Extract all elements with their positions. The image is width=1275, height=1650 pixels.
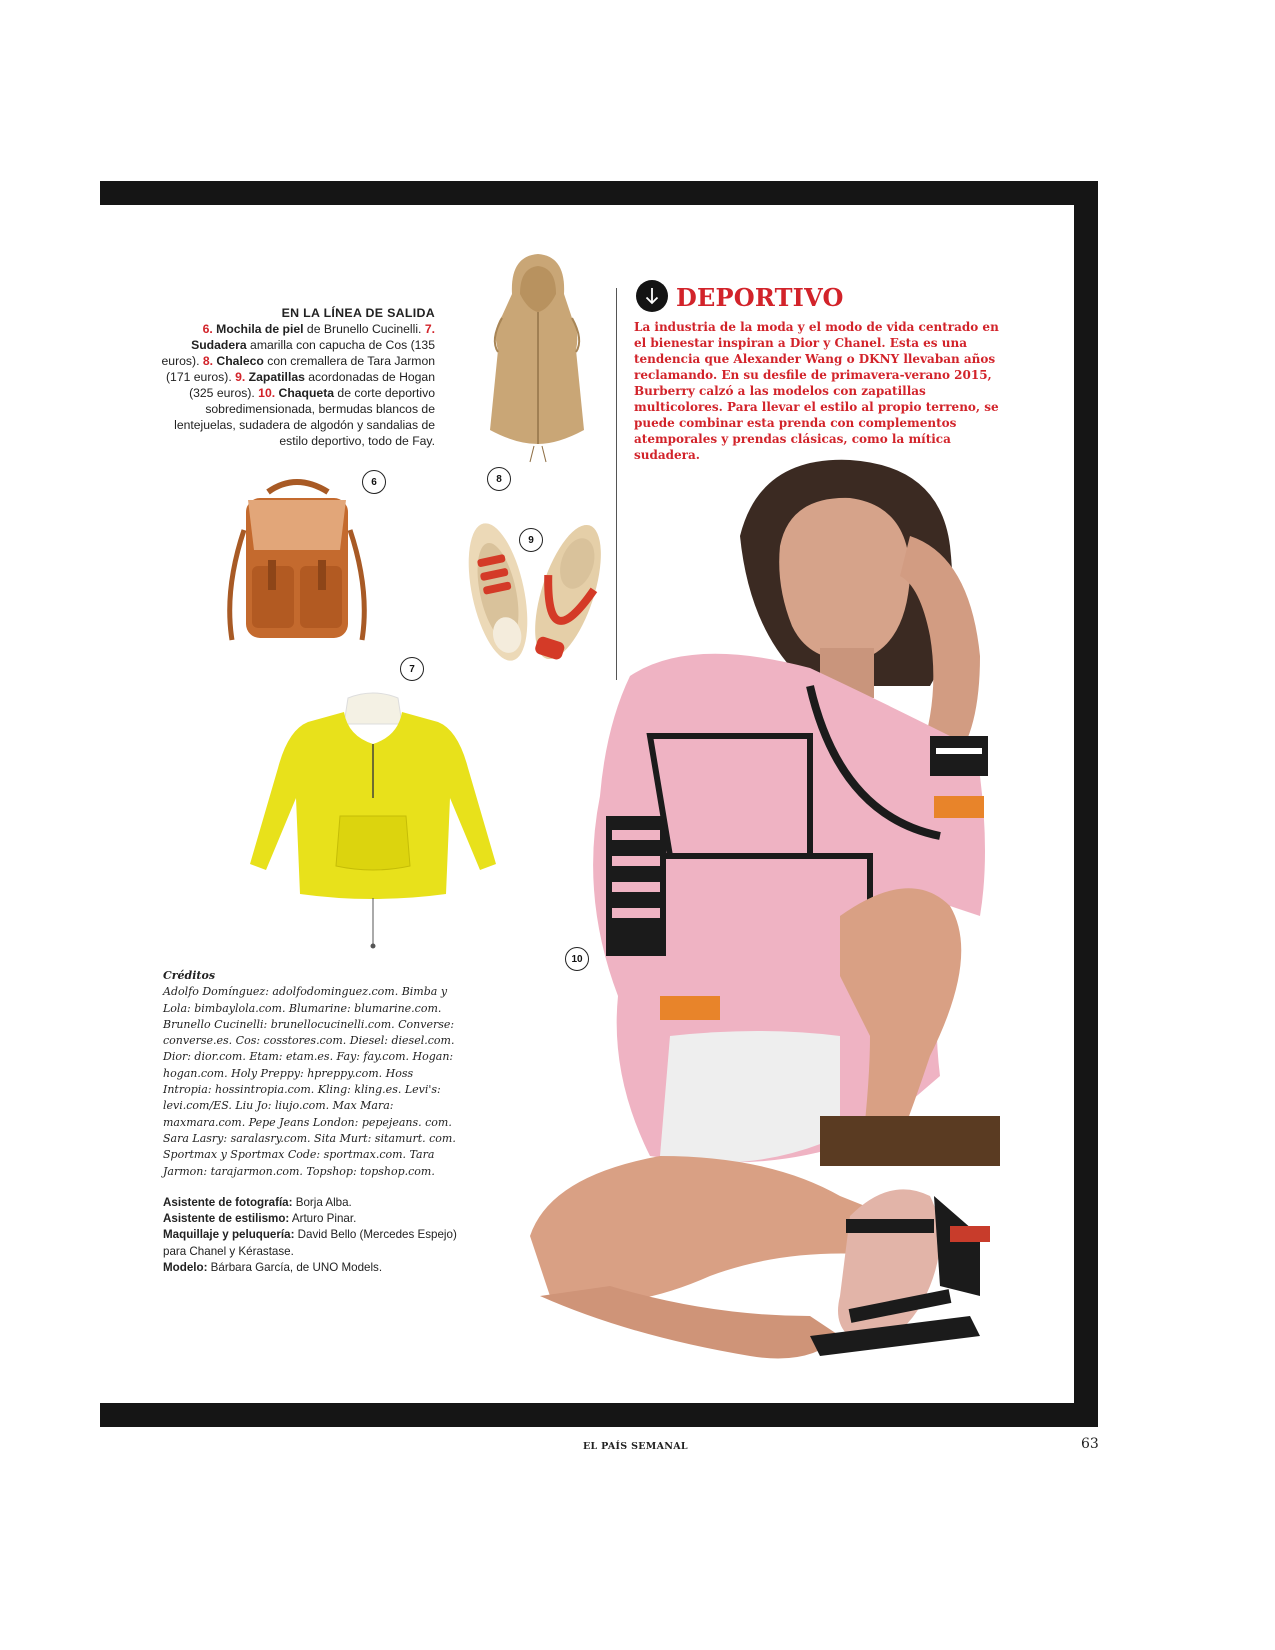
- staff-line: [163, 1227, 463, 1259]
- item-9-name: Zapatillas: [248, 370, 305, 384]
- credits-text: Adolfo Domínguez: adolfodominguez.com. Bimba y Lola: bimbaylola.com. Blumarine: blumarine.com. Brunello Cucinelli: brunellocucinelli.com. Converse: converse.es. Cos: cosstores.com. Diesel: diesel.com. Dior: dior.com. Etam: etam.es. Fay: fay.com. Hogan: hogan.com. Holy Preppy: hpreppy.com. Hoss Intropia: hossintropia.com. Kling: kling.es. Levi's: levi.com/ES. Liu Jo: liujo.com. Max Mara: maxmara.com. Pepe Jeans London: pepejeans. com. Sara Lasry: saralasry.com. Sita Murt: sitamurt. com. Sportmax y Sportmax Code: sportmax.com. Tara Jarmon: tarajarmon.com. Topshop: topshop.com.: [163, 985, 456, 1178]
- model-photo: [510, 436, 1074, 1403]
- item-9-number: 9.: [235, 370, 246, 384]
- vest-image: [468, 250, 604, 465]
- items-heading: EN LA LÍNEA DE SALIDA: [281, 306, 435, 320]
- item-10-desc: de corte deportivo sobredimensionada, bermudas blancos de lentejuelas, sudadera de algodón y sandalias de estilo deportivo, todo de Fay.: [174, 386, 435, 448]
- staff-name: Borja Alba.: [292, 1196, 352, 1209]
- credits-title: Créditos: [163, 969, 216, 982]
- item-7-name: Sudadera: [191, 338, 247, 352]
- staff-name: Arturo Pinar.: [289, 1212, 357, 1226]
- credits-block: [163, 968, 463, 1180]
- badge-8: 8: [487, 467, 511, 491]
- item-8-desc: con cremallera de Tara Jarmon (171 euros).: [166, 354, 435, 384]
- credits-staff: [163, 1195, 463, 1276]
- item-10-name: Chaqueta: [278, 386, 335, 400]
- section-title: DEPORTIVO: [676, 283, 844, 312]
- arrow-down-icon: [636, 280, 668, 312]
- staff-role: Maquillaje y peluquería:: [163, 1228, 295, 1242]
- item-8-name: Chaleco: [216, 354, 264, 368]
- yellow-hoodie-image: [248, 688, 498, 950]
- badge-7: 7: [400, 657, 424, 681]
- badge-9: 9: [519, 528, 543, 552]
- magazine-name: EL PAÍS SEMANAL: [583, 1441, 688, 1452]
- item-6-name: Mochila de piel: [216, 322, 304, 336]
- staff-name: Bárbara García, de UNO Models.: [207, 1260, 383, 1274]
- item-10-number: 10.: [258, 386, 276, 400]
- item-6-number: 6.: [202, 322, 213, 336]
- item-7-desc: amarilla con capucha de Cos (135 euros).: [161, 338, 435, 368]
- page-number: 63: [1081, 1436, 1099, 1452]
- staff-line: [163, 1195, 463, 1211]
- badge-6: 6: [362, 470, 386, 494]
- badge-10: 10: [565, 947, 589, 971]
- staff-line: [163, 1211, 463, 1227]
- staff-role: Modelo:: [163, 1260, 208, 1274]
- item-6-desc: de Brunello Cucinelli.: [303, 322, 422, 336]
- staff-line: [163, 1260, 463, 1276]
- backpack-image: [218, 470, 376, 660]
- section-intro: La industria de la moda y el modo de vida centrado en el bienestar inspiran a Dior y Chanel. Esta es una tendencia que Alexander Wang o DKNY llevaban años reclamando. En su desfile de primavera-verano 2015, Burberry calzó a las modelos con zapatillas multicolores. Para llevar el estilo al propio terreno, se puede combinar esta prenda con complementos atemporales y prendas clásicas, como la mítica sudadera.: [634, 320, 999, 462]
- staff-role: Asistente de fotografía:: [163, 1196, 293, 1209]
- frame-top-bar: [100, 181, 1098, 205]
- item-9-desc: acordonadas de Hogan (325 euros).: [189, 370, 435, 400]
- item-8-number: 8.: [202, 354, 214, 368]
- staff-role: Asistente de estilismo:: [163, 1212, 290, 1226]
- frame-bottom-bar: [100, 1403, 1098, 1427]
- items-caption: [150, 305, 435, 449]
- item-7-number: 7.: [424, 322, 435, 336]
- staff-name: David Bello (Mercedes Espejo) para Chanel y Kérastase.: [163, 1228, 457, 1258]
- frame-right-bar: [1074, 181, 1098, 1427]
